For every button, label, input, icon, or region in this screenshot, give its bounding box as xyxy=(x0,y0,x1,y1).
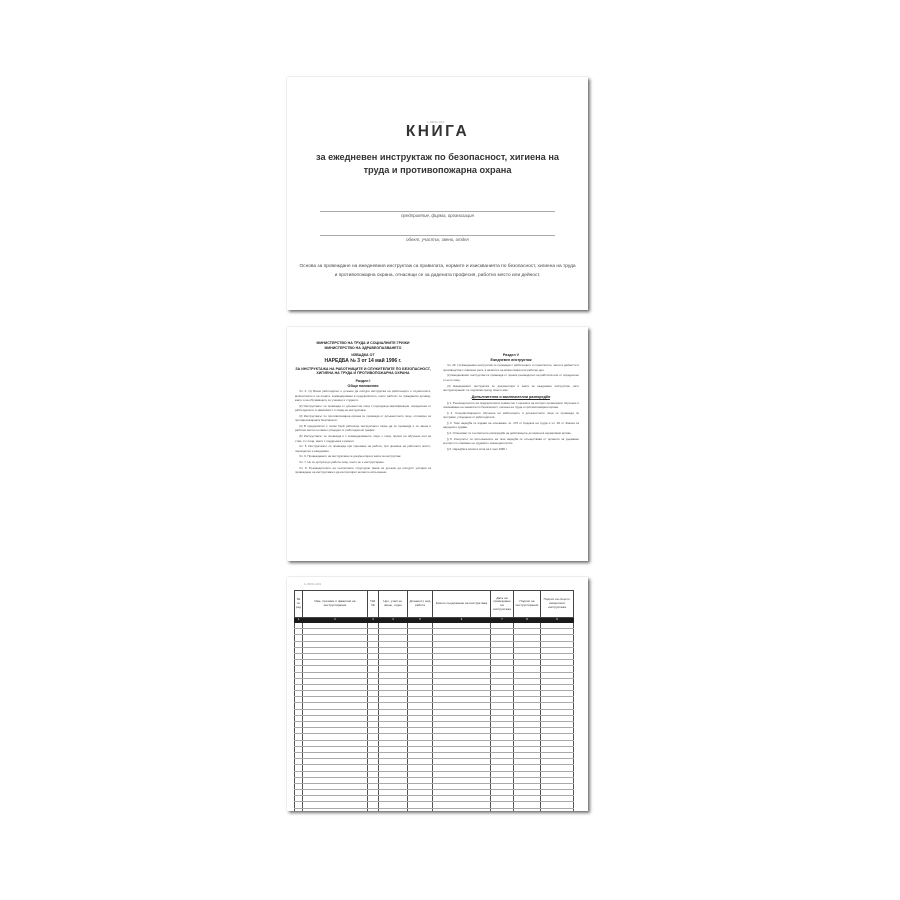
column-number: 4 xyxy=(379,618,408,623)
col-header: Подпис на инструктирания xyxy=(514,591,541,618)
book-subtitle: за ежедневен инструктаж по безопасност, хигиена на труда и противопожарна охрана xyxy=(316,152,559,175)
col-header: № по ред xyxy=(295,591,303,618)
table-header-row xyxy=(295,591,574,618)
column-number: 7 xyxy=(491,618,514,623)
col-header: Дата на провеждане на инструктажа xyxy=(491,591,514,618)
final-paragraph: § 4. Отменяват се съответните разпоредби на действащите до момента нормативни актове. xyxy=(447,430,572,435)
left-paragraph: Чл. 5. Инструктажът се провежда при приемане на работа, при промяна на работното място, периодично и ежедневно. xyxy=(295,444,431,453)
ministry-health: МИНИСТЕРСТВО НА ЗДРАВЕОПАЗВАНЕТО xyxy=(324,346,402,351)
final-paragraph: § 1. Ръководителите на предприятията съвместно с органите на контрол организират обучение и повишаване на знанията по безопасност, хигиена на труда и противопожарна охрана. xyxy=(443,400,579,409)
section-5-title: Ежедневен инструктаж xyxy=(490,358,532,363)
final-paragraph: § 5. Контролът по изпълнението на тази наредба се осъществява от органите за държавен контрол по спазване на трудовото законодателство. xyxy=(443,436,579,446)
section-1-title: Общи положения xyxy=(347,384,379,389)
final-paragraph: § 2. Специализираното обучение на работниците и длъжностните лица се провежда по програми, утвърдени от работодателя. xyxy=(443,410,579,420)
column-number: 9 xyxy=(541,618,574,623)
col-header: Кратко съдържание на инструктажа xyxy=(433,591,491,618)
col-header: Таб. № xyxy=(368,591,379,618)
left-paragraph: Чл. 7. Не се допуска до работа лице, което не е инструктирано. xyxy=(299,460,385,465)
col-header: Име, презиме и фамилия на инструктирания xyxy=(303,591,368,618)
cover-sheet xyxy=(287,77,588,310)
left-paragraph: (5) Инструктажът се провежда и с командированите лица, с лица, приети на обучение или на стаж, и с лица, заети с поддръжка и ремонт. xyxy=(295,434,431,443)
col-header: Длъжност, вид работа xyxy=(408,591,433,618)
column-number: 3 xyxy=(368,618,379,623)
column-number: 2 xyxy=(303,618,368,623)
left-paragraph: (3) Инструктажът по противопожарна охрана се провежда от длъжностното лице, отговорно за противопожарната безопасност. xyxy=(295,413,431,423)
left-paragraph: (4) В предприятия с голям брой работещи инструктажът може да се провежда и по звена и работни места съгласно утвърден от работодателя график. xyxy=(295,424,431,433)
register-page xyxy=(287,577,588,811)
unit-caption: обект, участък, звено, отдел xyxy=(406,237,469,242)
table-cell xyxy=(295,808,303,811)
table-cell xyxy=(541,808,574,811)
right-paragraph: (2) Ежедневният инструктаж се провежда от прекия ръководител на работата или от определено от него лице. xyxy=(443,373,579,382)
regulations-right-column xyxy=(443,353,579,452)
table-cell xyxy=(408,808,433,811)
table-cell xyxy=(433,808,491,811)
final-provisions-text: Допълнителни и заключителни разпоредби xyxy=(471,395,551,400)
cover-note: Основа за провеждане на ежедневния инструктаж са правилата, нормите и изискванията по безопасност, хигиена на труда и противопожарна охрана, отнасящи се за дадената професия, работно място или дейност. xyxy=(299,264,576,278)
unit-line xyxy=(320,235,555,236)
table-cell xyxy=(368,808,379,811)
column-number: 5 xyxy=(408,618,433,623)
final-paragraph: § 3. Тази наредба се издава на основание чл. 276 от Кодекса на труда и чл. 36 от Закона за народното здраве. xyxy=(443,420,579,430)
book-title: КНИГА xyxy=(405,123,470,140)
right-paragraph: (3) Ежедневният инструктаж се документира в книга за ежедневен инструктаж, като инструктираният се подписва срещу своето име. xyxy=(443,383,579,392)
col-header: Цех, участък, звено, отдел xyxy=(379,591,408,618)
final-paragraph: § 6. Наредбата влиза в сила на 1 юни 1996 г. xyxy=(447,446,508,451)
left-paragraph: Чл. 6. Провеждането на инструктажа се документира в книга за инструктаж. xyxy=(299,454,402,459)
cover-code-label: 1-45/01-001 xyxy=(427,120,445,124)
section-1-label: Раздел I xyxy=(355,378,371,383)
right-paragraph: Чл. 26. (1) Ежедневен инструктаж се провежда с работниците и служителите, заети в дейности и производства с повишен риск, в началото на всяка смяна или работен ден. xyxy=(443,363,579,372)
final-provisions-title xyxy=(443,395,579,400)
excerpt-label: ИЗВАДКА ОТ xyxy=(351,352,375,357)
left-paragraph: Чл. 8. Ръководителите на съответните структурни звена са длъжни да осигурят условия за провеждане на инструктажа и да контролират неговото изпълнение. xyxy=(295,465,431,475)
table-cell xyxy=(514,808,541,811)
table-row xyxy=(295,808,574,811)
column-number: 8 xyxy=(514,618,541,623)
organisation-caption: предприятие, фирма, организация xyxy=(401,213,474,218)
section-5-label: Раздел V xyxy=(502,353,520,357)
regulations-page xyxy=(287,327,588,561)
column-number: 6 xyxy=(433,618,491,623)
table-cell xyxy=(379,808,408,811)
register-code: 1-45/01-001 xyxy=(304,582,322,586)
instruction-register-table xyxy=(294,590,574,811)
col-header: Подпис на лицето, извършило инструктажа xyxy=(541,591,574,618)
left-paragraph: Чл. 4. (1) Всеки работодател е длъжен да осигури инструктаж на работниците и служителите, включително и на лицата, командировани в предприятието, които работят по граждански договор, както и на обучаващите се ученици и студенти. xyxy=(295,389,431,403)
left-paragraph: (2) Инструктажът се провежда от длъжностни лица с подходяща квалификация, определени от работодателя, в зависимост от вида на инструктажа. xyxy=(295,403,431,413)
table-cell xyxy=(491,808,514,811)
ordinance-title: НАРЕДБА № 3 от 14 май 1996 г. xyxy=(324,357,402,364)
ordinance-about: ЗА ИНСТРУКТАЖА НА РАБОТНИЦИТЕ И СЛУЖИТЕЛИТЕ ПО БЕЗОПАСНОСТ, ХИГИЕНА НА ТРУДА И ПРОТИВОПОЖАРНА ОХРАНА xyxy=(295,366,431,376)
table-cell xyxy=(303,808,368,811)
organisation-line xyxy=(320,211,555,212)
ministry-labour: МИНИСТЕРСТВО НА ТРУДА И СОЦИАЛНИТЕ ГРИЖИ xyxy=(316,341,410,345)
column-number: 1 xyxy=(295,618,303,623)
regulations-left-column xyxy=(295,341,431,476)
